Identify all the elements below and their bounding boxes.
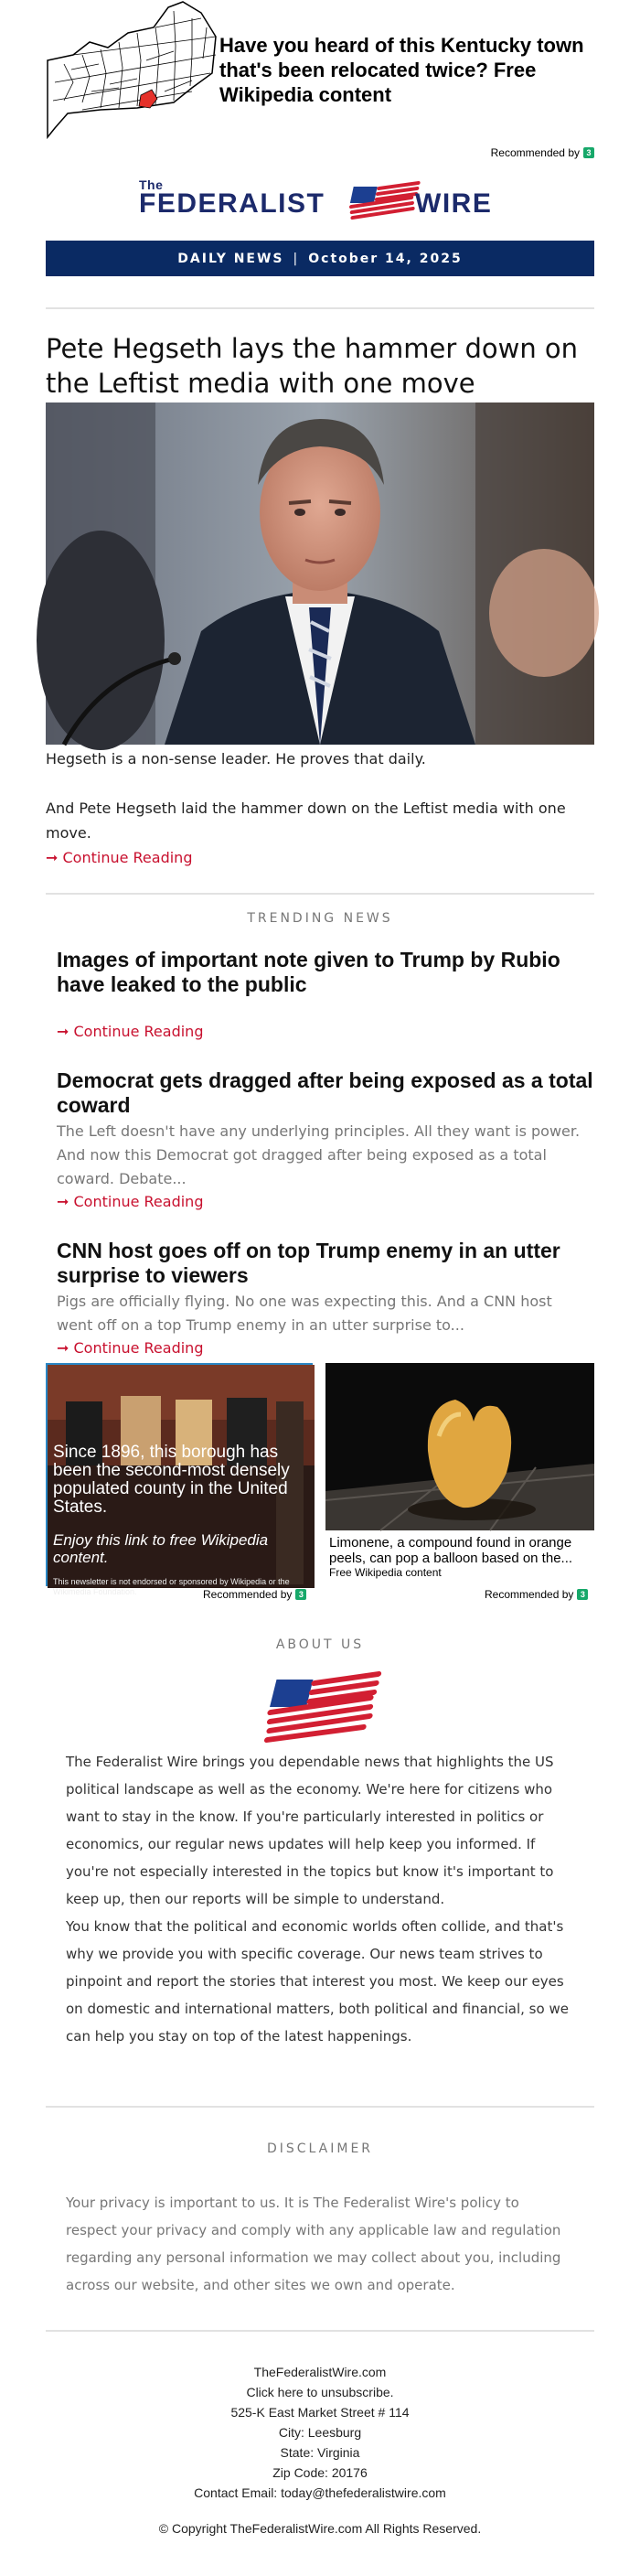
- footer-city: City: Leesburg: [278, 2425, 362, 2440]
- kentucky-map-image[interactable]: [46, 0, 218, 145]
- borough-text: Since 1896, this borough has been the second-most densely populated county in the United States.: [53, 1443, 290, 1517]
- hero-photo[interactable]: [46, 402, 594, 745]
- flag-logo-icon: [261, 1667, 379, 1744]
- trending-continue-label: Continue Reading: [73, 1023, 204, 1040]
- borough-overlay: [53, 1444, 305, 1597]
- date-bar: [46, 241, 594, 276]
- about-paragraph: You know that the political and economic worlds often collide, and that's why we provide you with specific coverage. Our news team strives to pinpoint and report the stories that interest you most. We keep our eyes on domestic and international matters, both political and financial, so we can help you stay on top of the latest happenings.: [66, 1918, 569, 2045]
- divider: [46, 893, 594, 895]
- borough-disclaimer: This newsletter is not endorsed or sponsored by Wikipedia or the Wikimedia Foundation.: [53, 1577, 290, 1596]
- arrow-right-icon: ➞: [57, 1193, 69, 1210]
- trending-item-continue-link[interactable]: [57, 1023, 203, 1040]
- ad-headline[interactable]: Have you heard of this Kentucky town that's been relocated twice? Free Wikipedia content: [219, 34, 584, 106]
- about-paragraph: The Federalist Wire brings you dependable news that highlights the US political landscape as well as the economy. We're here for citizens who want to stay in the know. If you're particularly interested in politics or economics, our regular news updates will help keep you informed. If you're not especially interested in the topics but know it's important to keep up, then our reports will be simple to understand.: [66, 1754, 554, 1907]
- daily-news-label: DAILY NEWS: [177, 251, 284, 266]
- lead-continue-label: Continue Reading: [62, 849, 193, 866]
- recommended-by-label: Recommended by: [490, 146, 580, 159]
- trending-item-body: Pigs are officially flying. No one was expecting this. And a CNN host went off on a top Trump enemy in an utter surprise to...: [57, 1293, 552, 1334]
- recommended-by[interactable]: [491, 146, 594, 159]
- borough-link-text[interactable]: Enjoy this link to free Wikipedia content.: [53, 1531, 269, 1566]
- footer-address: 525-K East Market Street # 114: [230, 2405, 410, 2420]
- trending-item-body: The Left doesn't have any underlying principles. All they want is power. And now this Democrat got dragged after being exposed as a total coward. Debate...: [57, 1122, 581, 1187]
- about-label: ABOUT US: [275, 1637, 365, 1652]
- lead-body-text: And Pete Hegseth laid the hammer down on the Leftist media with one move.: [46, 800, 566, 842]
- disclaimer-text: Your privacy is important to us. It is The Federalist Wire's policy to respect your privacy and comply with any applicable law and regulation regarding any personal information we may collect about you, including across our website, and other sites we own and operate.: [66, 2195, 561, 2293]
- trending-item-continue-link[interactable]: [57, 1193, 203, 1210]
- footer-zip: Zip Code: 20176: [272, 2465, 368, 2480]
- ad-card-limonene[interactable]: [325, 1363, 594, 1583]
- brand-wire: WIRE: [415, 188, 493, 219]
- copyright: © Copyright TheFederalistWire.com All Rights Reserved.: [158, 2521, 482, 2536]
- flag-icon: [346, 181, 413, 221]
- ad-kentucky[interactable]: [46, 0, 594, 159]
- issue-date: October 14, 2025: [308, 251, 463, 266]
- arrow-right-icon: ➞: [46, 849, 59, 866]
- divider: [46, 2106, 594, 2108]
- date-separator: |: [293, 251, 300, 266]
- footer: [46, 2362, 594, 2503]
- trending-item-title[interactable]: Democrat gets dragged after being exposed as a total coward: [57, 1068, 593, 1117]
- divider: [46, 2330, 594, 2332]
- balloon-photo: [325, 1363, 594, 1530]
- brand-logo[interactable]: [137, 176, 503, 231]
- recommender-logo-icon: 3: [295, 1589, 306, 1600]
- footer-state: State: Virginia: [280, 2445, 360, 2460]
- trending-item-title[interactable]: CNN host goes off on top Trump enemy in an utter surprise to viewers: [57, 1239, 560, 1287]
- arrow-right-icon: ➞: [57, 1339, 69, 1357]
- trending-item-title[interactable]: Images of important note given to Trump by Rubio have leaked to the public: [57, 948, 560, 996]
- recommended-by-label: Recommended by: [203, 1588, 293, 1601]
- arrow-right-icon: ➞: [57, 1023, 69, 1040]
- recommended-by[interactable]: [485, 1588, 588, 1601]
- lead-continue-reading-link[interactable]: [46, 849, 192, 866]
- unsubscribe-link[interactable]: Click here to unsubscribe.: [246, 2385, 394, 2399]
- disclaimer-label: DISCLAIMER: [266, 2141, 374, 2156]
- brand-the: The: [139, 177, 164, 192]
- limonene-title[interactable]: Limonene, a compound found in orange peels, can pop a balloon based on the...: [329, 1535, 573, 1566]
- lead-body: [46, 796, 594, 870]
- trending-label: TRENDING NEWS: [247, 911, 393, 926]
- recommender-logo-icon: 3: [583, 147, 594, 158]
- recommender-logo-icon: 3: [577, 1589, 588, 1600]
- trending-item-continue-link[interactable]: [57, 1339, 203, 1357]
- hero-caption: Hegseth is a non-sense leader. He proves that daily.: [46, 750, 426, 767]
- divider: [46, 307, 594, 309]
- footer-email[interactable]: Contact Email: today@thefederalistwire.com: [194, 2485, 446, 2500]
- recommended-by[interactable]: [203, 1588, 306, 1601]
- footer-site-link[interactable]: TheFederalistWire.com: [253, 2365, 387, 2379]
- recommended-by-label: Recommended by: [485, 1588, 574, 1601]
- trending-continue-label: Continue Reading: [73, 1193, 204, 1210]
- limonene-source: Free Wikipedia content: [329, 1566, 442, 1579]
- trending-continue-label: Continue Reading: [73, 1339, 204, 1357]
- lead-title[interactable]: Pete Hegseth lays the hammer down on the Leftist media with one move: [46, 333, 579, 399]
- brand-federalist: FEDERALIST: [139, 188, 325, 219]
